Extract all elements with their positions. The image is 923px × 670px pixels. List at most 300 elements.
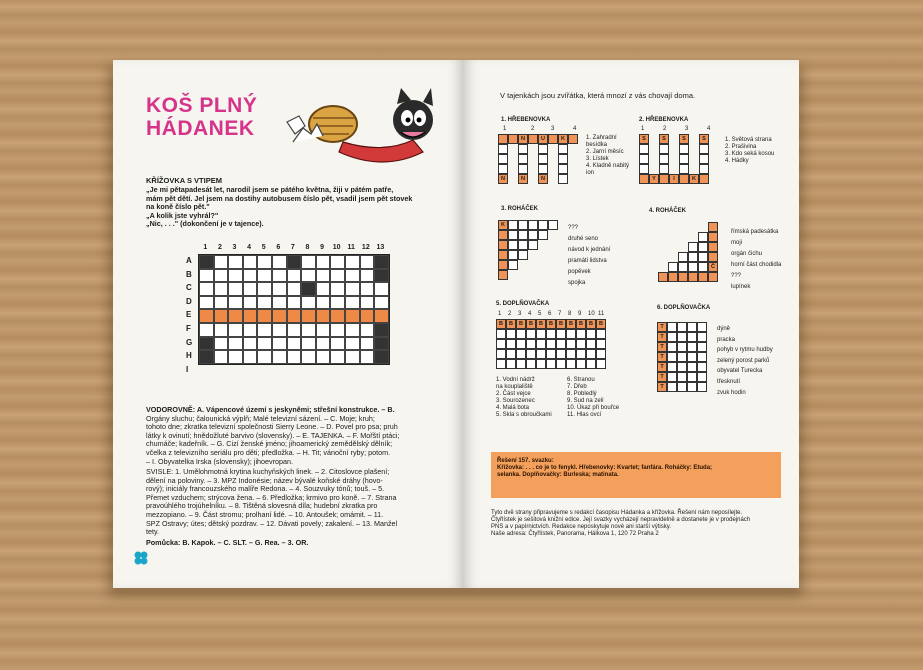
puzzle-cell[interactable] [679,154,689,164]
puzzle-cell[interactable]: S [659,134,669,144]
puzzle-cell[interactable] [639,164,649,174]
crossword-row-letters: A B C D E F G H I [186,256,193,374]
puzzle-cell[interactable] [548,134,558,144]
puzzle-cell[interactable] [508,134,518,144]
puzzle-1-numbers: 1 2 3 4 [503,126,577,132]
crossword-cell[interactable] [228,255,243,269]
crossword-cell[interactable] [301,255,316,269]
crossword-cell[interactable] [345,350,360,364]
puzzle-cell[interactable] [538,220,548,230]
crossword-cell[interactable] [243,296,258,310]
crossword-cell[interactable] [243,269,258,283]
crossword-cell[interactable] [360,282,375,296]
puzzle-cell[interactable] [708,232,718,242]
puzzle-cell[interactable]: B [546,319,556,329]
crossword-cell[interactable] [374,282,389,296]
puzzle-cell[interactable] [679,164,689,174]
puzzle-cell[interactable] [668,272,678,282]
puzzle-cell[interactable] [508,240,518,250]
puzzle-cell[interactable] [546,339,556,349]
puzzle-cell[interactable] [536,329,546,339]
puzzle-cell[interactable] [506,339,516,349]
crossword-cell[interactable] [345,255,360,269]
crossword-cell[interactable] [272,269,287,283]
crossword-cell[interactable] [287,255,302,269]
crossword-cell[interactable] [243,350,258,364]
puzzle-cell[interactable] [639,154,649,164]
crossword-cell[interactable] [316,269,331,283]
puzzle-cell[interactable] [668,262,678,272]
puzzle-cell[interactable] [697,342,707,352]
puzzle-cell[interactable] [667,332,677,342]
crossword-cell[interactable] [257,323,272,337]
puzzle-cell[interactable] [566,359,576,369]
puzzle-cell[interactable]: N [498,174,508,184]
puzzle-cell[interactable] [667,372,677,382]
crossword-cell[interactable] [316,296,331,310]
puzzle-cell[interactable]: S [679,134,689,144]
puzzle-cell[interactable]: T [657,362,667,372]
crossword-cell[interactable] [330,269,345,283]
puzzle-cell[interactable] [508,220,518,230]
puzzle-cell[interactable] [659,144,669,154]
puzzle-cell[interactable]: B [526,319,536,329]
puzzle-cell[interactable]: B [496,319,506,329]
crossword-cell[interactable] [243,282,258,296]
puzzle-cell[interactable]: T [657,382,667,392]
puzzle-cell[interactable] [546,329,556,339]
crossword-cell[interactable] [199,282,214,296]
crossword-cell[interactable] [199,337,214,351]
puzzle-cell[interactable]: T [657,352,667,362]
puzzle-cell[interactable] [558,154,568,164]
puzzle-cell[interactable] [538,154,548,164]
puzzle-cell[interactable] [678,272,688,282]
puzzle-cell[interactable] [526,359,536,369]
puzzle-cell[interactable] [698,262,708,272]
puzzle-cell[interactable] [566,349,576,359]
puzzle-cell[interactable] [576,359,586,369]
puzzle-cell[interactable] [518,144,528,154]
puzzle-cell[interactable] [699,154,709,164]
puzzle-cell[interactable] [536,349,546,359]
puzzle-cell[interactable] [667,342,677,352]
crossword-cell[interactable] [316,350,331,364]
puzzle-cell[interactable]: T [657,322,667,332]
puzzle-3-grid[interactable] [498,220,568,290]
puzzle-cell[interactable] [506,349,516,359]
puzzle-cell[interactable] [667,362,677,372]
puzzle-cell[interactable] [528,220,538,230]
puzzle-cell[interactable] [687,362,697,372]
puzzle-cell[interactable] [687,352,697,362]
puzzle-cell[interactable] [576,329,586,339]
puzzle-6-grid[interactable] [657,322,709,397]
puzzle-cell[interactable] [558,144,568,154]
crossword-cell[interactable] [287,309,302,323]
puzzle-cell[interactable] [697,352,707,362]
crossword-cell[interactable] [301,337,316,351]
puzzle-cell[interactable]: N [518,134,528,144]
crossword-cell[interactable] [214,337,229,351]
puzzle-cell[interactable] [688,272,698,282]
puzzle-cell[interactable] [528,230,538,240]
crossword-cell[interactable] [330,323,345,337]
crossword-cell[interactable] [243,337,258,351]
puzzle-cell[interactable] [687,342,697,352]
puzzle-cell[interactable] [516,329,526,339]
puzzle-cell[interactable]: B [566,319,576,329]
puzzle-cell[interactable] [498,144,508,154]
puzzle-cell[interactable] [667,352,677,362]
crossword-cell[interactable] [330,337,345,351]
puzzle-cell[interactable]: K [558,134,568,144]
puzzle-cell[interactable] [508,230,518,240]
puzzle-cell[interactable] [687,322,697,332]
crossword-cell[interactable] [345,269,360,283]
column-number: 8 [568,311,572,317]
crossword-cell[interactable] [301,296,316,310]
crossword-cell[interactable] [257,255,272,269]
puzzle-cell[interactable]: I [669,174,679,184]
puzzle-cell[interactable] [496,329,506,339]
puzzle-cell[interactable] [496,349,506,359]
puzzle-cell[interactable] [698,232,708,242]
crossword-cell[interactable] [360,337,375,351]
puzzle-cell[interactable] [697,372,707,382]
puzzle-cell[interactable] [677,382,687,392]
crossword-cell[interactable] [228,350,243,364]
puzzle-cell[interactable] [697,382,707,392]
puzzle-cell[interactable] [596,339,606,349]
puzzle-cell[interactable]: B [586,319,596,329]
puzzle-cell[interactable] [498,154,508,164]
puzzle-cell[interactable] [556,329,566,339]
puzzle-cell[interactable]: T [657,342,667,352]
puzzle-cell[interactable]: T [657,332,667,342]
crossword-cell[interactable] [287,337,302,351]
puzzle-cell[interactable] [697,362,707,372]
crossword-cell[interactable] [330,255,345,269]
puzzle-4-grid[interactable] [658,222,728,292]
crossword-cell[interactable] [301,309,316,323]
puzzle-cell[interactable] [516,349,526,359]
crossword-cell[interactable] [228,296,243,310]
puzzle-cell[interactable] [576,349,586,359]
puzzle-cell[interactable] [697,332,707,342]
puzzle-cell[interactable] [538,144,548,154]
cat-with-basket-illustration [273,82,453,177]
crossword-cell[interactable] [228,323,243,337]
crossword-cell[interactable] [316,323,331,337]
puzzle-cell[interactable] [677,362,687,372]
joke-line: na koně číslo pět." [146,202,210,212]
crossword-cell[interactable] [345,337,360,351]
puzzle-cell[interactable] [498,230,508,240]
puzzle-cell[interactable] [586,329,596,339]
puzzle-cell[interactable] [708,272,718,282]
puzzle-cell[interactable] [596,349,606,359]
puzzle-cell[interactable] [538,230,548,240]
puzzle-cell[interactable] [496,359,506,369]
puzzle-cell[interactable]: B [506,319,516,329]
crossword-cell[interactable] [257,309,272,323]
puzzle-cell[interactable] [658,272,668,282]
puzzle-2-clues: 1. Světová strana 2. Prašivina 3. Kdo seká kosou 4. Hádky [725,137,775,164]
puzzle-cell[interactable] [546,349,556,359]
crossword-cell[interactable] [345,296,360,310]
crossword-cell[interactable] [214,350,229,364]
crossword-cell[interactable] [287,350,302,364]
crossword-cell[interactable] [330,296,345,310]
puzzle-cell[interactable]: S [699,134,709,144]
puzzle-cell[interactable] [586,349,596,359]
puzzle-cell[interactable] [526,349,536,359]
crossword-cell[interactable] [214,296,229,310]
crossword-cell[interactable] [374,323,389,337]
crossword-cell[interactable] [257,350,272,364]
puzzle-cell[interactable]: K [689,174,699,184]
puzzle-cell[interactable] [516,359,526,369]
puzzle-cell[interactable] [596,359,606,369]
puzzle-cell[interactable] [536,359,546,369]
puzzle-cell[interactable]: T [657,372,667,382]
puzzle-cell[interactable] [708,252,718,262]
crossword-cell[interactable] [272,255,287,269]
puzzle-cell[interactable] [548,220,558,230]
puzzle-cell[interactable] [586,339,596,349]
puzzle-cell[interactable] [506,359,516,369]
crossword-cell[interactable] [228,337,243,351]
puzzle-cell[interactable] [538,164,548,174]
puzzle-cell[interactable] [687,372,697,382]
crossword-cell[interactable] [214,309,229,323]
puzzle-cell[interactable]: Č [708,262,718,272]
puzzle-cell[interactable] [677,332,687,342]
puzzle-cell[interactable] [566,339,576,349]
crossword-cell[interactable] [374,350,389,364]
puzzle-cell[interactable] [508,250,518,260]
crossword-cell[interactable] [360,309,375,323]
puzzle-cell[interactable]: S [639,134,649,144]
puzzle-5-title: 5. DOPLŇOVAČKA [496,301,550,307]
crossword-cell[interactable] [228,269,243,283]
puzzle-cell[interactable] [687,382,697,392]
puzzle-cell[interactable] [556,359,566,369]
crossword-cell[interactable] [301,350,316,364]
crossword-cell[interactable] [360,269,375,283]
puzzle-cell[interactable] [679,174,689,184]
puzzle-cell[interactable]: B [576,319,586,329]
crossword-cell[interactable] [214,269,229,283]
puzzle-cell[interactable] [639,144,649,154]
puzzle-cell[interactable] [677,372,687,382]
crossword-cell[interactable] [360,255,375,269]
crossword-cell[interactable] [228,309,243,323]
crossword-cell[interactable] [374,337,389,351]
puzzle-cell[interactable] [518,230,528,240]
crossword-cell[interactable] [243,309,258,323]
crossword-cell[interactable] [301,282,316,296]
puzzle-cell[interactable] [498,260,508,270]
puzzle-1-grid[interactable] [498,134,583,194]
crossword-cell[interactable] [257,296,272,310]
puzzle-2-grid[interactable] [639,134,719,194]
crossword-cell[interactable] [272,282,287,296]
puzzle-cell[interactable] [697,322,707,332]
puzzle-cell[interactable] [568,134,578,144]
crossword-cell[interactable] [214,282,229,296]
puzzle-cell[interactable] [518,164,528,174]
crossword-cell[interactable] [214,323,229,337]
puzzle-cell[interactable] [698,272,708,282]
puzzle-cell[interactable] [679,144,689,154]
crossword-cell[interactable] [345,323,360,337]
puzzle-cell[interactable] [556,349,566,359]
puzzle-cell[interactable] [639,174,649,184]
crossword-grid[interactable] [198,254,390,365]
crossword-cell[interactable] [360,350,375,364]
crossword-cell[interactable] [301,269,316,283]
puzzle-cell[interactable] [688,242,698,252]
puzzle-cell[interactable] [688,252,698,262]
puzzle-cell[interactable] [518,154,528,164]
crossword-cell[interactable] [243,255,258,269]
puzzle-cell[interactable] [667,382,677,392]
puzzle-cell[interactable] [498,240,508,250]
puzzle-cell[interactable] [699,174,709,184]
puzzle-cell[interactable] [518,240,528,250]
puzzle-cell[interactable]: B [536,319,546,329]
crossword-cell[interactable] [214,255,229,269]
crossword-cell[interactable] [360,323,375,337]
puzzle-cell[interactable] [699,164,709,174]
crossword-cell[interactable] [199,255,214,269]
crossword-cell[interactable] [287,282,302,296]
puzzle-cell[interactable] [659,154,669,164]
puzzle-cell[interactable]: B [596,319,606,329]
puzzle-cell[interactable] [498,164,508,174]
puzzle-cell[interactable]: N [538,174,548,184]
puzzle-cell[interactable] [528,134,538,144]
crossword-cell[interactable] [272,350,287,364]
crossword-cell[interactable] [199,323,214,337]
column-number: 7 [558,311,562,317]
puzzle-cell[interactable]: N [518,174,528,184]
crossword-cell[interactable] [374,309,389,323]
puzzle-cell[interactable] [556,339,566,349]
puzzle-cell[interactable] [566,329,576,339]
puzzle-cell[interactable] [576,339,586,349]
crossword-cell[interactable] [374,255,389,269]
crossword-cell[interactable] [374,269,389,283]
puzzle-cell[interactable] [659,174,669,184]
puzzle-cell[interactable] [699,144,709,154]
puzzle-cell[interactable] [677,322,687,332]
puzzle-cell[interactable] [698,252,708,262]
puzzle-cell[interactable] [659,164,669,174]
crossword-cell[interactable] [199,350,214,364]
crossword-cell[interactable] [330,282,345,296]
crossword-cell[interactable] [316,337,331,351]
left-page [113,60,463,588]
puzzle-cell[interactable] [498,134,508,144]
crossword-cell[interactable] [199,309,214,323]
puzzle-cell[interactable] [546,359,556,369]
crossword-cell[interactable] [243,323,258,337]
puzzle-cell[interactable] [528,240,538,250]
puzzle-cell[interactable]: Y [649,174,659,184]
puzzle-cell[interactable] [708,242,718,252]
puzzle-cell[interactable] [678,262,688,272]
puzzle-cell[interactable] [496,339,506,349]
crossword-cell[interactable] [272,337,287,351]
crossword-cell[interactable] [301,323,316,337]
puzzle-cell[interactable] [506,329,516,339]
puzzle-cell[interactable]: U [538,134,548,144]
puzzle-cell[interactable] [678,252,688,262]
puzzle-cell[interactable] [518,250,528,260]
puzzle-cell[interactable] [508,260,518,270]
crossword-cell[interactable] [287,269,302,283]
puzzle-cell[interactable] [558,174,568,184]
puzzle-cell[interactable] [536,339,546,349]
crossword-cell[interactable] [272,323,287,337]
crossword-cell[interactable] [316,282,331,296]
puzzle-cell[interactable] [526,329,536,339]
crossword-cell[interactable] [257,269,272,283]
puzzle-cell[interactable] [558,164,568,174]
puzzle-cell[interactable] [596,329,606,339]
puzzle-5-grid[interactable] [496,319,616,374]
puzzle-cell[interactable] [586,359,596,369]
crossword-cell[interactable] [228,282,243,296]
crossword-cell[interactable] [345,309,360,323]
crossword-cell[interactable] [287,323,302,337]
crossword-cell[interactable] [316,309,331,323]
crossword-cell[interactable] [287,296,302,310]
cat-arm-icon [339,140,423,162]
puzzle-cell[interactable] [708,222,718,232]
crossword-cell[interactable] [199,296,214,310]
puzzle-cell[interactable]: B [556,319,566,329]
crossword-cell[interactable] [272,309,287,323]
puzzle-cell[interactable] [698,242,708,252]
puzzle-cell[interactable] [498,270,508,280]
crossword-cell[interactable] [330,350,345,364]
puzzle-cell[interactable]: K [498,220,508,230]
puzzle-cell[interactable] [688,262,698,272]
crossword-cell[interactable] [257,337,272,351]
puzzle-cell[interactable] [498,250,508,260]
puzzle-cell[interactable]: B [516,319,526,329]
puzzle-cell[interactable] [667,322,677,332]
crossword-cell[interactable] [257,282,272,296]
puzzle-cell[interactable] [516,339,526,349]
crossword-cell[interactable] [360,296,375,310]
puzzle-cell[interactable] [677,352,687,362]
puzzle-cell[interactable] [677,342,687,352]
puzzle-cell[interactable] [526,339,536,349]
crossword-cell[interactable] [272,296,287,310]
crossword-cell[interactable] [316,255,331,269]
puzzle-cell[interactable] [518,220,528,230]
puzzle-cell[interactable] [687,332,697,342]
crossword-cell[interactable] [374,296,389,310]
crossword-cell[interactable] [199,269,214,283]
crossword-cell[interactable] [345,282,360,296]
crossword-cell[interactable] [330,309,345,323]
